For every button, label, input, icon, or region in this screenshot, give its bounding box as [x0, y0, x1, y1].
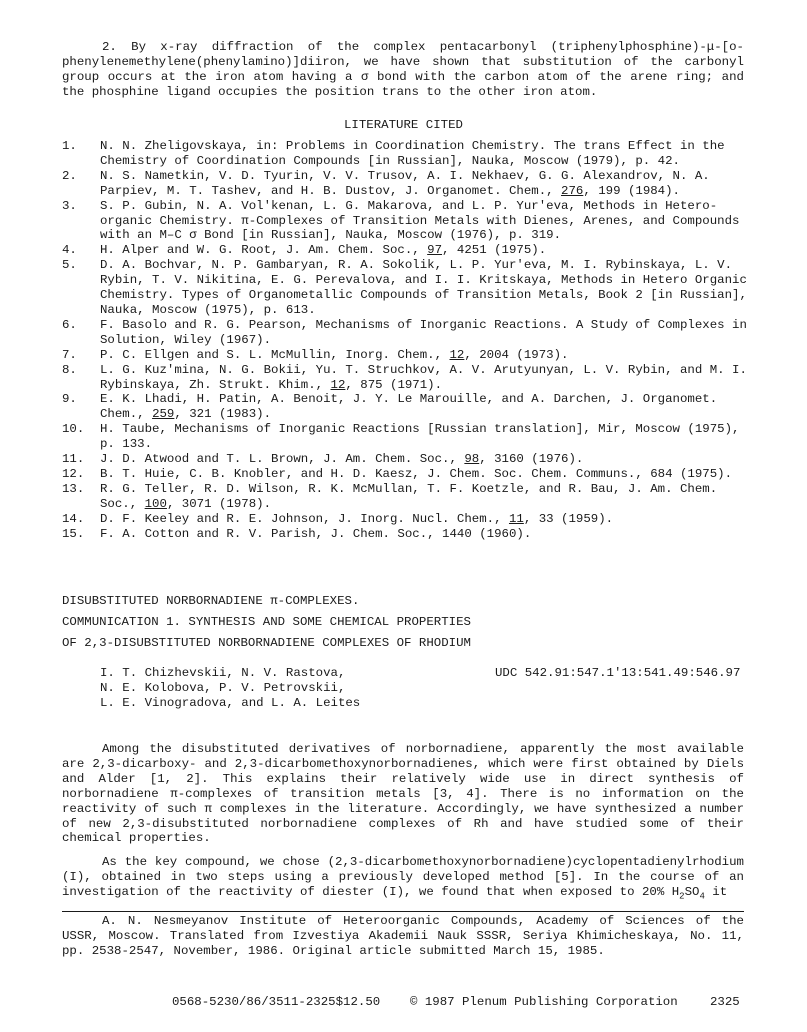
reference-number: 10. — [62, 422, 85, 437]
reference-number: 9. — [62, 392, 77, 407]
reference-number: 4. — [62, 243, 77, 258]
reference-text — [100, 348, 752, 363]
subscript: 4 — [699, 891, 705, 902]
reference-text: B. T. Huie, C. B. Knobler, and H. D. Kaesz, J. Chem. Soc. Chem. Communs., 684 (1975). — [100, 466, 733, 481]
reference-number: 5. — [62, 258, 77, 273]
literature-heading: LITERATURE CITED — [344, 118, 463, 132]
reference-citation: R. G. Teller, R. D. Wilson, R. K. McMullan, T. F. Koetzle, and R. Bau, J. Am. Chem. Soc., — [100, 481, 718, 511]
author-line: L. E. Vinogradova, and L. A. Leites — [100, 695, 361, 710]
reference-pages: , 33 (1959). — [523, 511, 614, 526]
body-paragraph-1: Among the disubstituted derivatives of norbornadiene, apparently the most available are 2,3-dicarboxy- and 2,3-dicarbomethoxynorbornadienes, which were first obtained by Diels and Alder [1, 2]. This explains their relatively wide use in direct synthesis of norbornadiene π-complexes of transition metals [3, 4]. There is no information on the reactivity of such π complexes in the literature. Accordingly, we have synthesized a number of new 2,3-disubstituted norbornadiene complexes of Rh and have studied some of their chemical properties. — [62, 742, 744, 846]
reference-number: 7. — [62, 347, 77, 362]
reference-text — [100, 392, 752, 422]
reference-volume: 259 — [152, 407, 175, 422]
body-text: SO — [684, 884, 700, 899]
author-line: N. E. Kolobova, P. V. Petrovskii, — [100, 680, 346, 695]
reference-pages: , 4251 (1975). — [442, 243, 547, 258]
reference-volume: 100 — [144, 496, 167, 511]
author-line: I. T. Chizhevskii, N. V. Rastova, — [100, 666, 346, 680]
article-title-line-2: COMMUNICATION 1. SYNTHESIS AND SOME CHEMICAL PROPERTIES — [62, 615, 471, 629]
reference-item — [62, 258, 752, 318]
reference-item — [62, 527, 752, 542]
reference-item — [62, 318, 752, 348]
reference-text — [100, 452, 752, 467]
reference-text: H. Taube, Mechanisms of Inorganic Reactions [Russian translation], Mir, Moscow (1975), p. 133. — [100, 422, 740, 452]
page-number: 2325 — [710, 995, 740, 1009]
reference-pages: , 199 (1984). — [583, 183, 680, 198]
reference-volume: 276 — [561, 183, 584, 198]
reference-item — [62, 482, 752, 512]
article-title-line-3: OF 2,3-DISUBSTITUTED NORBORNADIENE COMPLEXES OF RHODIUM — [62, 636, 471, 650]
reference-item — [62, 467, 752, 482]
reference-volume: 12 — [330, 377, 346, 392]
reference-number: 15. — [62, 526, 85, 541]
reference-number: 11. — [62, 452, 85, 467]
reference-text: N. N. Zheligovskaya, in: Problems in Coordination Chemistry. The trans Effect in the Chemistry of Coordination Compounds [in Russian], Nauka, Moscow (1979), p. 42. — [100, 139, 725, 168]
reference-list — [62, 139, 752, 541]
footer-code: 0568-5230/86/3511-2325$12.50 — [172, 995, 381, 1009]
reference-number: 13. — [62, 481, 85, 496]
body-text: it — [704, 884, 728, 899]
footnote-divider — [62, 911, 744, 912]
reference-pages: , 2004 (1973). — [464, 347, 569, 362]
reference-number: 12. — [62, 466, 85, 481]
footer-copyright: © 1987 Plenum Publishing Corporation — [410, 995, 678, 1009]
reference-volume: 11 — [508, 511, 524, 526]
reference-pages: , 875 (1971). — [345, 377, 443, 392]
reference-item — [62, 199, 752, 244]
body-paragraph-2 — [62, 855, 744, 900]
reference-number: 14. — [62, 511, 85, 526]
reference-text — [100, 243, 752, 258]
reference-text — [100, 169, 752, 199]
reference-number: 6. — [62, 317, 77, 332]
reference-text — [100, 512, 752, 527]
reference-item — [62, 392, 752, 422]
reference-text: F. A. Cotton and R. V. Parish, J. Chem. Soc., 1440 (1960). — [100, 526, 532, 541]
reference-pages: , 3160 (1976). — [479, 452, 584, 467]
reference-number: 3. — [62, 198, 77, 213]
reference-volume: 97 — [427, 243, 443, 258]
author-block — [100, 666, 360, 711]
subscript: 2 — [679, 891, 685, 902]
reference-citation: N. S. Nametkin, V. D. Tyurin, V. V. Trusov, A. I. Nekhaev, G. G. Alexandrov, N. A. Parpiev, M. T. Tashev, and H. B. Dustov, J. Organomet. Chem., — [100, 168, 710, 198]
reference-text: F. Basolo and R. G. Pearson, Mechanisms of Inorganic Reactions. A Study of Complexes in Solution, Wiley (1967). — [100, 317, 747, 347]
footnote: A. N. Nesmeyanov Institute of Heteroorganic Compounds, Academy of Sciences of the USSR, Moscow. Translated from Izvestiya Akademii Nauk SSSR, Seriya Khimicheskaya, No. 11, pp. 2538-2547, November, 1986. Original article submitted March 15, 1985. — [62, 914, 744, 958]
article-title-line-1: DISUBSTITUTED NORBORNADIENE π-COMPLEXES. — [62, 594, 360, 608]
reference-volume: 12 — [449, 347, 465, 362]
intro-paragraph: 2. By x-ray diffraction of the complex pentacarbonyl (triphenylphosphine)-μ-[o-phenylenemethylene(phenylamino)]diiron, we have shown that substitution of the carbonyl group occurs at the iron atom having a σ bond with the carbon atom of the arene ring; and the phosphine ligand occupies the position trans to the other iron atom. — [62, 40, 744, 99]
reference-item — [62, 243, 752, 258]
reference-text — [100, 482, 752, 512]
body-text: As the key compound, we chose (2,3-dicarbomethoxynorbornadiene)cyclopentadienylrhodium (I), obtained in two steps using a previously developed method [5]. In the course of an investigation of the reactivity of diester (I), we found that when exposed to 20% H — [62, 855, 744, 899]
reference-item — [62, 169, 752, 199]
reference-text — [100, 363, 752, 393]
reference-item — [62, 452, 752, 467]
reference-number: 2. — [62, 168, 77, 183]
reference-item — [62, 363, 752, 393]
reference-number: 1. — [62, 139, 77, 153]
reference-item — [62, 348, 752, 363]
reference-item — [62, 139, 752, 169]
reference-pages: , 321 (1983). — [174, 407, 272, 422]
reference-citation: D. F. Keeley and R. E. Johnson, J. Inorg. Nucl. Chem., — [100, 511, 509, 526]
reference-volume: 98 — [464, 452, 480, 467]
reference-citation: J. D. Atwood and T. L. Brown, J. Am. Chem. Soc., — [100, 452, 465, 467]
reference-citation: E. K. Lhadi, H. Patin, A. Benoit, J. Y. Le Marouille, and A. Darchen, J. Organomet. Chem., — [100, 392, 718, 422]
reference-citation: L. G. Kuz'mina, N. G. Bokii, Yu. T. Struchkov, A. V. Arutyunyan, L. V. Rybin, and M. I. Rybinskaya, Zh. Strukt. Khim., — [100, 362, 747, 392]
reference-pages: , 3071 (1978). — [166, 496, 272, 511]
reference-citation: P. C. Ellgen and S. L. McMullin, Inorg. Chem., — [100, 347, 450, 362]
reference-text: S. P. Gubin, N. A. Vol'kenan, L. G. Makarova, and L. P. Yur'eva, Methods in Hetero-organic Chemistry. π-Complexes of Transition Metals with Dienes, Arenes, and Compounds with an M–C σ Bond [in Russian], Nauka, Moscow (1976), p. 319. — [100, 198, 740, 243]
reference-number: 8. — [62, 362, 77, 377]
reference-citation: H. Alper and W. G. Root, J. Am. Chem. Soc., — [100, 243, 428, 258]
udc-code: UDC 542.91:547.1'13:541.49:546.97 — [495, 666, 741, 680]
reference-item — [62, 512, 752, 527]
reference-item — [62, 422, 752, 452]
reference-text: D. A. Bochvar, N. P. Gambaryan, R. A. Sokolik, L. P. Yur'eva, M. I. Rybinskaya, L. V. Rybin, T. V. Nikitina, E. G. Perevalova, and I. I. Kritskaya, Methods in Hetero Organic Chemistry. Types of Organometallic Compounds of Transition Metals, Book 2 [in Russian], Nauka, Moscow (1975), p. 613. — [100, 258, 747, 317]
